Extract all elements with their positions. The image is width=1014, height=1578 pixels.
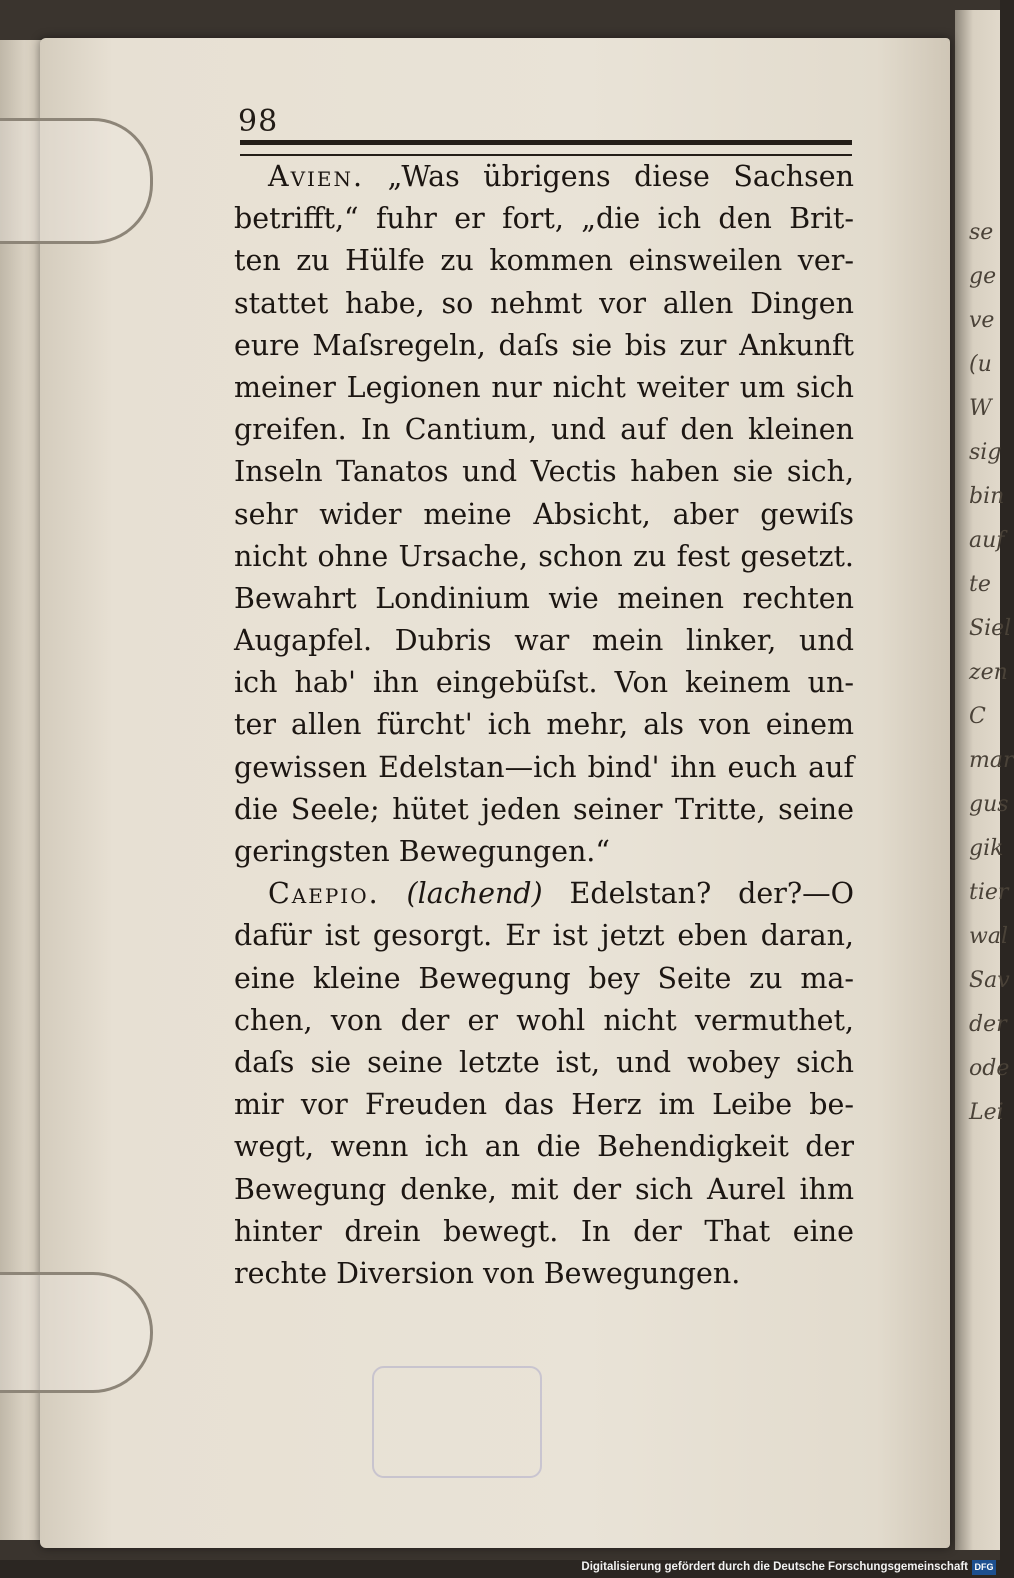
text-line xyxy=(234,240,854,282)
text-line xyxy=(234,198,854,240)
text-segment: Bewahrt Londinium wie meinen rechten xyxy=(234,581,854,615)
text-segment: dafür ist gesorgt. Er ist jetzt eben daran, xyxy=(234,919,854,953)
text-segment: ter allen fürcht' ich mehr, als von einem xyxy=(234,708,854,742)
text-segment: hinter drein bewegt. In der That eine xyxy=(234,1214,854,1248)
text-segment: eure Maſsregeln, daſs sie bis zur Ankunft xyxy=(234,328,854,362)
adjacent-page-fragment: gik xyxy=(969,836,1004,861)
text-segment: Inseln Tanatos und Vectis haben sie sich, xyxy=(234,455,854,489)
text-line xyxy=(234,1169,854,1211)
adjacent-page-fragment: zen xyxy=(969,660,1008,685)
adjacent-page-fragment: auf xyxy=(969,528,1005,553)
text-line xyxy=(234,578,854,620)
text-segment: wegt, wenn ich an die Behendigkeit der xyxy=(234,1130,854,1164)
adjacent-page-fragment: Sav xyxy=(969,968,1010,993)
adjacent-page-fragment: ve xyxy=(969,308,995,333)
text-line xyxy=(234,1084,854,1126)
adjacent-page-fragment: bin xyxy=(969,484,1005,509)
page-clip-bottom xyxy=(0,1272,153,1393)
text-segment: nicht ohne Ursache, schon zu fest gesetzt. xyxy=(234,539,854,573)
text-segment: Edelstan? der?—O xyxy=(542,877,854,911)
adjacent-page-fragment: Siel xyxy=(969,616,1012,641)
text-line xyxy=(234,409,854,451)
text-segment xyxy=(380,877,407,910)
adjacent-page-fragment: se xyxy=(969,220,994,245)
adjacent-page-fragment: W xyxy=(969,396,992,421)
text-line xyxy=(234,747,854,789)
text-segment: chen, von der er wohl nicht vermuthet, xyxy=(234,1003,854,1037)
adjacent-page-fragment: te xyxy=(969,572,991,597)
adjacent-page-fragment: (u xyxy=(969,352,992,377)
text-segment: die Seele; hütet jeden seiner Tritte, seine xyxy=(234,792,854,826)
text-segment: Bewegung denke, mit der sich Aurel ihm xyxy=(234,1172,854,1206)
adjacent-page-fragment: wal xyxy=(969,924,1008,949)
text-line xyxy=(234,451,854,493)
text-line xyxy=(234,156,854,198)
adjacent-page-fragment: tier xyxy=(969,880,1009,905)
adjacent-page-fragment: Lei xyxy=(969,1100,1004,1125)
text-line xyxy=(234,789,854,831)
text-segment: eine kleine Bewegung bey Seite zu ma- xyxy=(234,961,854,995)
text-segment: meiner Legionen nur nicht weiter um sich xyxy=(234,370,854,404)
text-segment: ich hab' ihn eingebüſst. Von keinem un- xyxy=(234,666,854,700)
text-line xyxy=(234,1000,854,1042)
adjacent-page-fragment: ode xyxy=(969,1056,1010,1081)
text-line xyxy=(234,620,854,662)
digitization-credit: Digitalisierung gefördert durch die Deutsche Forschungsgemeinschaft xyxy=(581,1561,968,1573)
adjacent-page-fragment: ge xyxy=(969,264,997,289)
text-line xyxy=(234,958,854,1000)
adjacent-page-fragment: C xyxy=(969,704,986,729)
text-line xyxy=(234,873,854,915)
text-line xyxy=(234,831,854,873)
text-segment: geringsten Bewegungen.“ xyxy=(234,835,610,868)
text-line xyxy=(234,1253,854,1295)
text-line xyxy=(234,325,854,367)
text-line xyxy=(234,494,854,536)
text-line xyxy=(234,1211,854,1253)
text-segment: ten zu Hülfe zu kommen einsweilen ver- xyxy=(234,244,854,278)
page-clip-top xyxy=(0,118,153,244)
speaker-name: Avien. xyxy=(268,160,365,193)
text-line xyxy=(234,915,854,957)
adjacent-page-fragment: der xyxy=(969,1012,1007,1037)
text-segment: stattet habe, so nehmt vor allen Dingen xyxy=(234,286,854,320)
adjacent-page-fragment: sig xyxy=(969,440,1002,465)
text-line xyxy=(234,1126,854,1168)
text-line xyxy=(234,662,854,704)
text-segment: betrifft,“ fuhr er fort, „die ich den Brit- xyxy=(234,202,854,236)
text-segment: mir vor Freuden das Herz im Leibe be- xyxy=(234,1088,854,1122)
stage-direction: (lachend) xyxy=(406,877,543,911)
text-segment: rechte Diversion von Bewegungen. xyxy=(234,1256,741,1290)
body-text xyxy=(234,156,854,1295)
adjacent-page-edge xyxy=(955,10,1014,1550)
faint-library-stamp xyxy=(372,1366,542,1478)
text-segment: sehr wider meine Absicht, aber gewiſs xyxy=(234,497,854,531)
page-number: 98 xyxy=(238,104,279,139)
dfg-logo: DFG xyxy=(972,1560,996,1575)
text-segment: „Was übrigens diese Sachsen xyxy=(364,160,854,193)
text-line xyxy=(234,536,854,578)
text-line xyxy=(234,367,854,409)
adjacent-page-fragment: gus xyxy=(969,792,1009,817)
text-line xyxy=(234,1042,854,1084)
text-line xyxy=(234,283,854,325)
text-segment: gewissen Edelstan—ich bind' ihn euch auf xyxy=(234,750,854,784)
text-segment: greifen. In Cantium, und auf den kleinen xyxy=(234,413,854,447)
speaker-name: Caepio. xyxy=(268,877,380,911)
adjacent-page-fragment: mar xyxy=(969,748,1014,773)
text-segment: daſs sie seine letzte ist, und wobey sich xyxy=(234,1045,854,1079)
text-segment: Augapfel. Dubris war mein linker, und xyxy=(234,624,854,658)
text-line xyxy=(234,704,854,746)
